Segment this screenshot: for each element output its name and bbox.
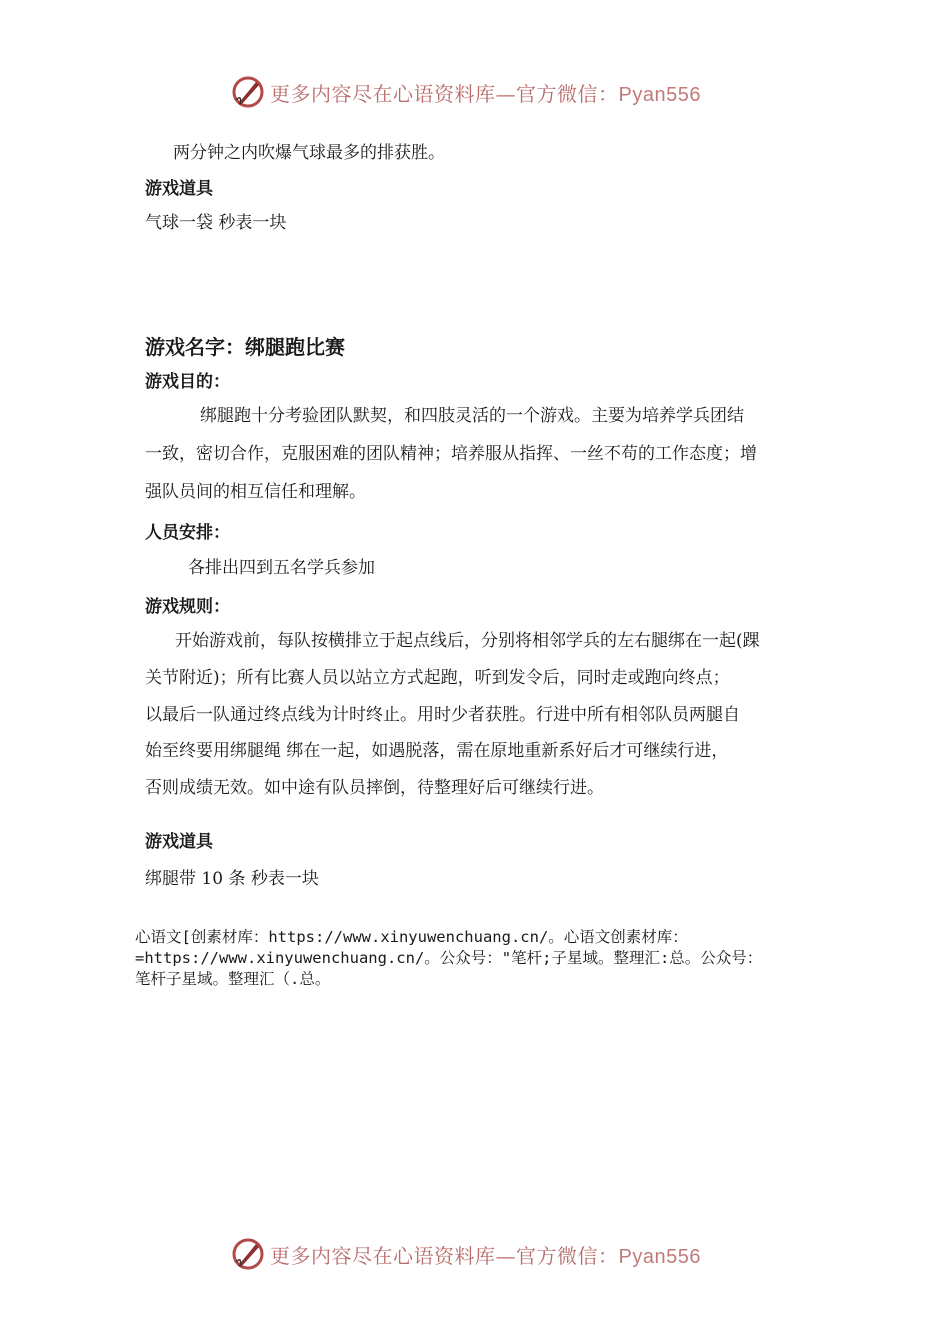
purpose-line: 绑腿跑十分考验团队默契，和四肢灵活的一个游戏。主要为培养学兵团结: [200, 406, 744, 426]
props-text: 气球一袋 秒表一块: [145, 213, 287, 233]
result-line: 两分钟之内吹爆气球最多的排获胜。: [173, 143, 445, 163]
header-banner-text: 更多内容尽在心语资料库—官方微信：Pyan556: [270, 81, 701, 106]
footer-banner: [230, 1236, 750, 1272]
rules-line: 以最后一队通过终点线为计时终止。用时少者获胜。行进中所有相邻队员两腿自: [145, 705, 740, 725]
purpose-line: 强队员间的相互信任和理解。: [145, 482, 366, 502]
game-props-heading: 游戏道具: [145, 832, 213, 852]
quill-logo-icon: [230, 1236, 266, 1272]
source-note-line: =https://www.xinyuwenchuang.cn/。公众号："笔杆;子星域。整理汇:总。公众号：: [135, 949, 763, 967]
purpose-line: 一致，密切合作，克服困难的团队精神；培养服从指挥、一丝不苟的工作态度；增: [145, 444, 757, 464]
rules-line: 否则成绩无效。如中途有队员摔倒，待整理好后可继续行进。: [145, 778, 604, 798]
source-note-line: 笔杆子星域。整理汇（.总。: [135, 970, 331, 988]
header-banner: [230, 74, 750, 110]
footer-banner-text: 更多内容尽在心语资料库—官方微信：Pyan556: [270, 1243, 701, 1268]
game-title: 游戏名字：绑腿跑比赛: [145, 335, 345, 359]
staff-text: 各排出四到五名学兵参加: [188, 558, 375, 578]
purpose-heading: 游戏目的：: [145, 372, 230, 392]
quill-logo-icon: [230, 74, 266, 110]
rules-line: 开始游戏前，每队按横排立于起点线后，分别将相邻学兵的左右腿绑在一起(踝: [175, 631, 760, 651]
game-props-text: 绑腿带 10 条 秒表一块: [145, 869, 319, 889]
source-note-line: 心语文[创素材库：https://www.xinyuwenchuang.cn/。心语文创素材库：: [135, 928, 688, 946]
staff-heading: 人员安排：: [145, 523, 230, 543]
rules-heading: 游戏规则：: [145, 597, 230, 617]
rules-line: 关节附近)；所有比赛人员以站立方式起跑，听到发令后，同时走或跑向终点；: [145, 668, 730, 688]
props-heading: 游戏道具: [145, 179, 213, 199]
rules-line: 始至终要用绑腿绳 绑在一起，如遇脱落，需在原地重新系好后才可继续行进，: [145, 741, 729, 761]
